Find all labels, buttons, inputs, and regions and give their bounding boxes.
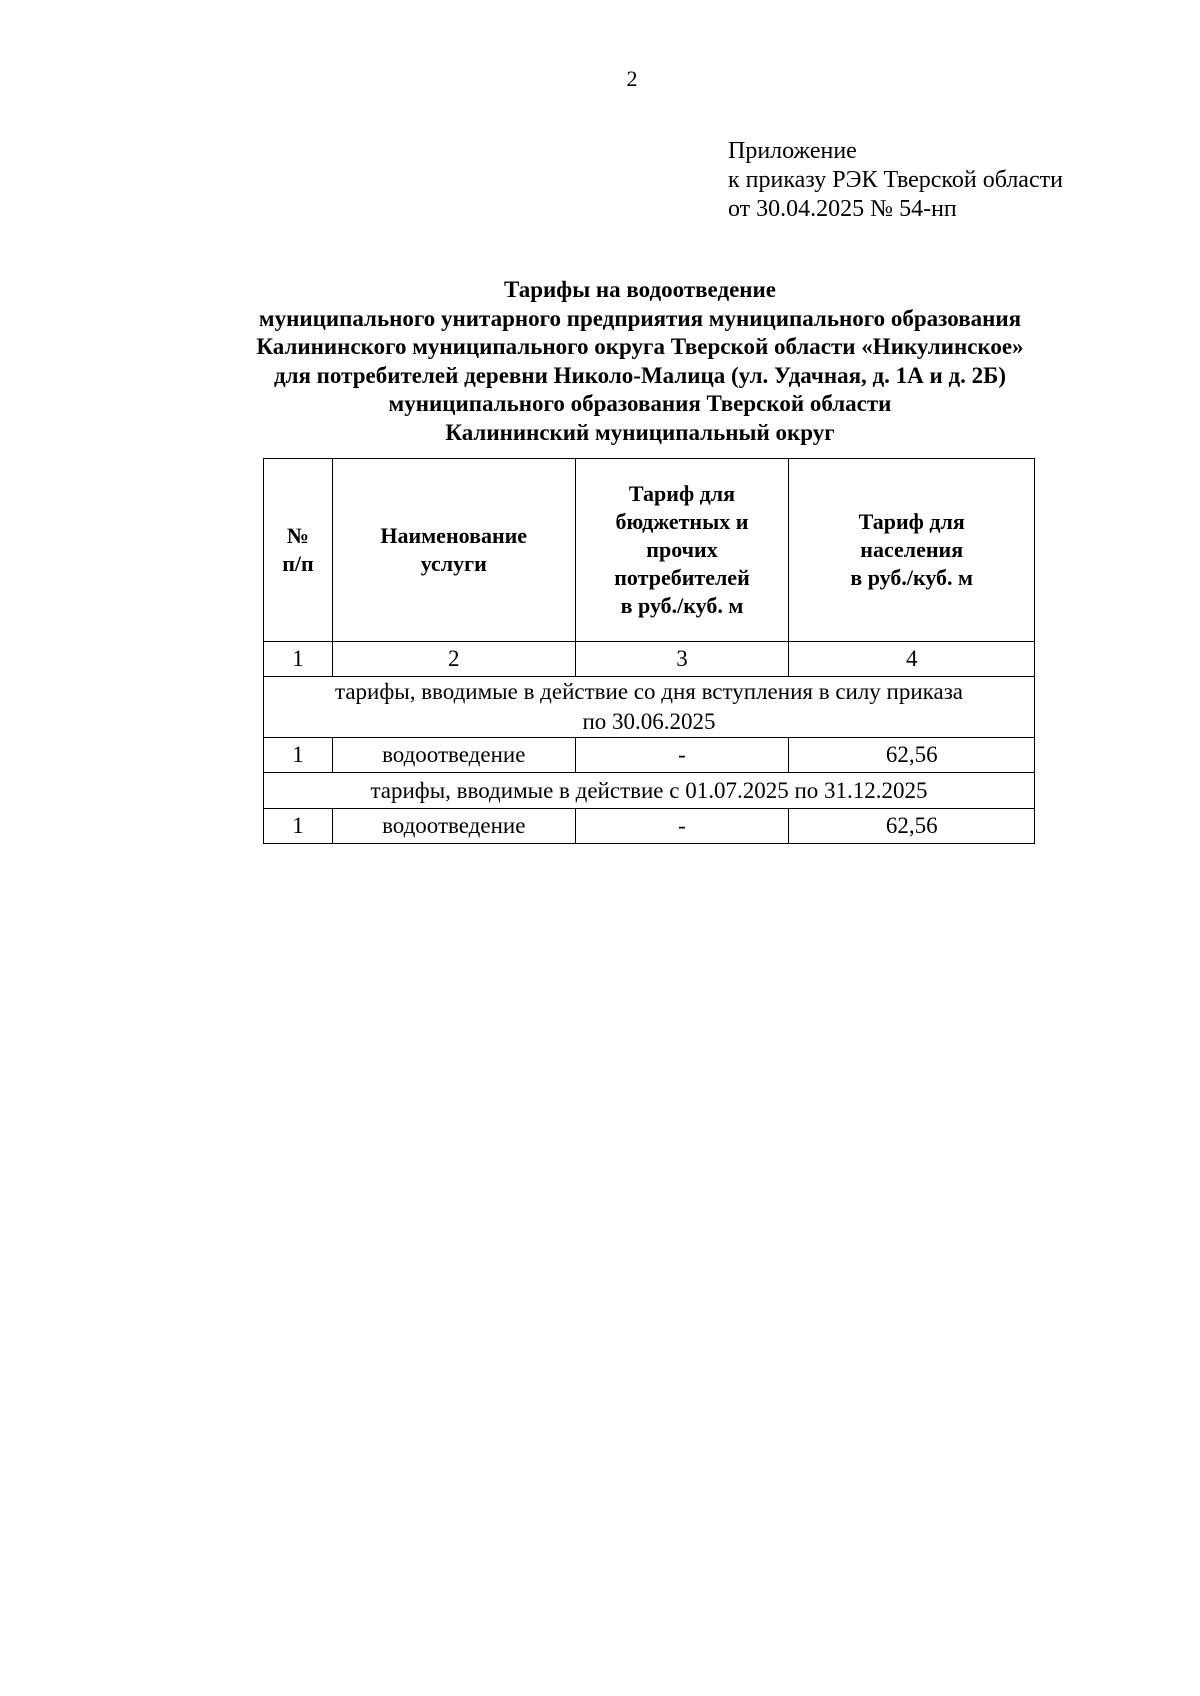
row-number: 1: [264, 738, 333, 773]
period-row-1: [264, 677, 1035, 738]
table-row: [264, 809, 1035, 844]
page-number: 2: [626, 66, 638, 91]
title-line-2: муниципального унитарного предприятия муниципального образования: [258, 305, 1022, 331]
period-label: тарифы, вводимые в действие со дня вступления в силу приказа по 30.06.2025: [264, 677, 1035, 738]
tariff-table: [263, 458, 1035, 844]
title-line-3: Калининского муниципального округа Тверской области «Никулинское»: [256, 334, 1024, 359]
title-line-4: для потребителей деревни Николо-Малица (ул. Удачная, д. 1А и д. 2Б): [273, 362, 1007, 388]
appendix-line-2: к приказу РЭК Тверской области: [728, 167, 1063, 193]
row-service: водоотведение: [332, 738, 575, 773]
row-service: водоотведение: [332, 809, 575, 844]
row-budget-tariff: -: [575, 809, 789, 844]
appendix-block: [728, 137, 1063, 224]
table-row: [264, 738, 1035, 773]
appendix-line-1: Приложение: [728, 138, 857, 164]
column-number: 3: [575, 642, 789, 677]
title-line-5: муниципального образования Тверской области: [388, 391, 892, 416]
header-service-name: Наименование услуги: [332, 459, 575, 642]
column-number: 1: [264, 642, 333, 677]
row-number: 1: [264, 809, 333, 844]
header-row: [264, 459, 1035, 642]
column-number: 4: [789, 642, 1035, 677]
column-number: 2: [332, 642, 575, 677]
row-population-tariff: 62,56: [789, 738, 1035, 773]
period-label: тарифы, вводимые в действие с 01.07.2025 по 31.12.2025: [264, 773, 1035, 809]
row-population-tariff: 62,56: [789, 809, 1035, 844]
header-population-tariff: Тариф для населения в руб./куб. м: [789, 459, 1035, 642]
period-row-2: [264, 773, 1035, 809]
header-number: № п/п: [264, 459, 333, 642]
header-budget-tariff: Тариф для бюджетных и прочих потребителей в руб./куб. м: [575, 459, 789, 642]
row-budget-tariff: -: [575, 738, 789, 773]
appendix-line-3: от 30.04.2025 № 54-нп: [728, 196, 957, 222]
title-line-6: Калининский муниципальный округ: [445, 419, 835, 445]
title-line-1: Тарифы на водоотведение: [503, 277, 777, 302]
column-number-row: [264, 642, 1035, 677]
document-title: [200, 276, 1080, 447]
